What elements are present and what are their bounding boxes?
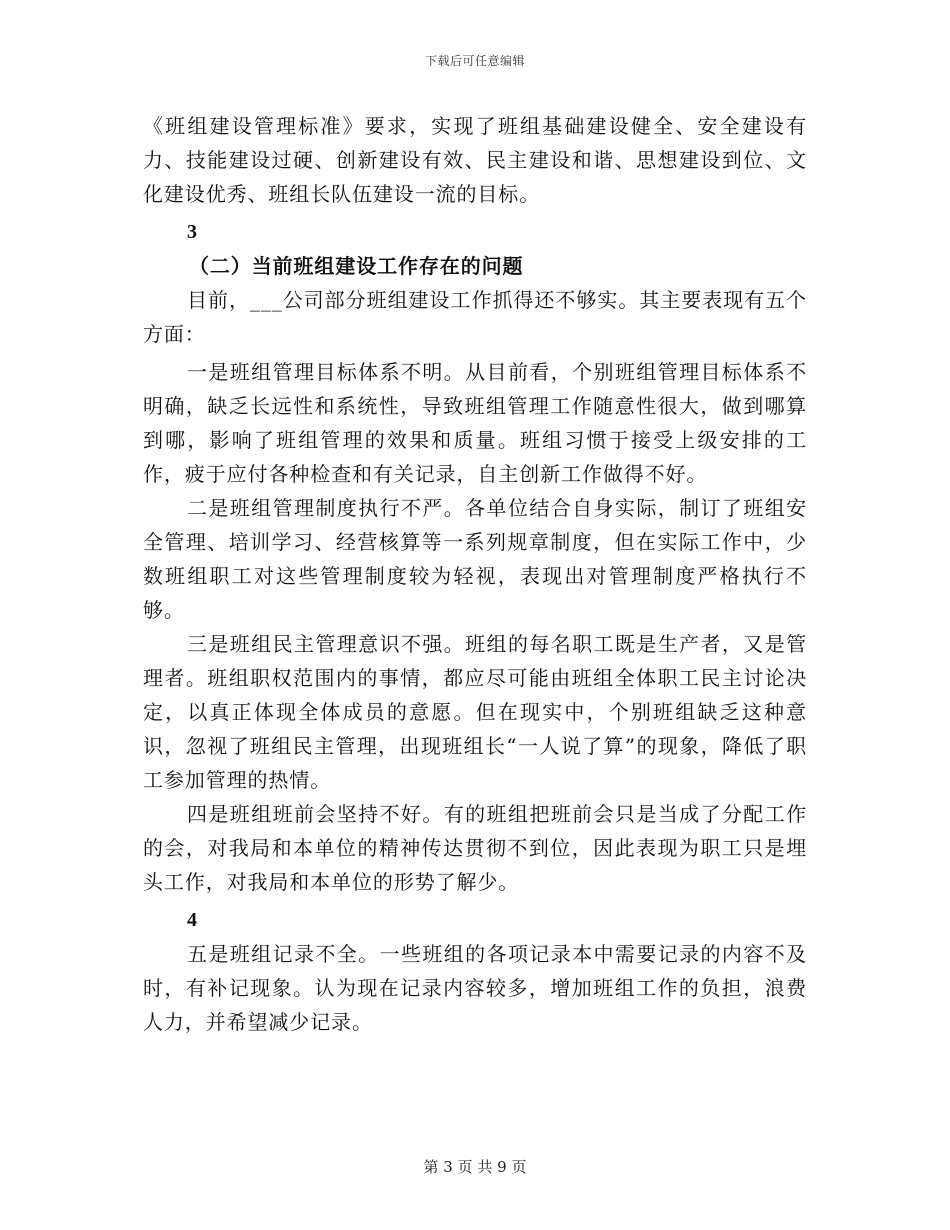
paragraph-problem-five: 五是班组记录不全。一些班组的各项记录本中需要记录的内容不及时，有补记现象。认为现在记录内容较多，增加班组工作的负担，浪费人力，并希望减少记录。	[143, 942, 807, 1034]
page-header: 下载后可任意编辑	[424, 54, 525, 68]
page-number-marker-3: 3	[187, 221, 197, 243]
section-heading: （二）当前班组建设工作存在的问题	[189, 254, 524, 278]
page-footer: 第 3 页 共 9 页	[423, 1158, 527, 1176]
paragraph-intro: 《班组建设管理标准》要求，实现了班组基础建设健全、安全建设有力、技能建设过硬、创新建设有效、民主建设和谐、思想建设到位、文化建设优秀、班组长队伍建设一流的目标。	[143, 114, 807, 206]
paragraph-current-status: 目前，___公司部分班组建设工作抓得还不够实。其主要表现有五个方面：	[143, 288, 807, 346]
paragraph-problem-one: 一是班组管理目标体系不明。从目前看，个别班组管理目标体系不明确，缺乏长远性和系统性，导致班组管理工作随意性很大，做到哪算到哪，影响了班组管理的效果和质量。班组习惯于接受上级安排的工作，疲于应付各种检查和有关记录，自主创新工作做得不好。	[143, 360, 807, 486]
page-number-marker-4: 4	[187, 909, 197, 931]
paragraph-problem-four: 四是班组班前会坚持不好。有的班组把班前会只是当成了分配工作的会，对我局和本单位的精神传达贯彻不到位，因此表现为职工只是埋头工作，对我局和本单位的形势了解少。	[143, 802, 807, 894]
paragraph-problem-three: 三是班组民主管理意识不强。班组的每名职工既是生产者，又是管理者。班组职权范围内的事情，都应尽可能由班组全体职工民主讨论决定，以真正体现全体成员的意愿。但在现实中，个别班组缺乏这种意识，忽视了班组民主管理，出现班组长“一人说了算”的现象，降低了职工参加管理的热情。	[143, 632, 807, 792]
paragraph-problem-two: 二是班组管理制度执行不严。各单位结合自身实际，制订了班组安全管理、培训学习、经营核算等一系列规章制度，但在实际工作中，少数班组职工对这些管理制度较为轻视，表现出对管理制度严格执行不够。	[143, 496, 807, 622]
document-body	[143, 109, 807, 1039]
